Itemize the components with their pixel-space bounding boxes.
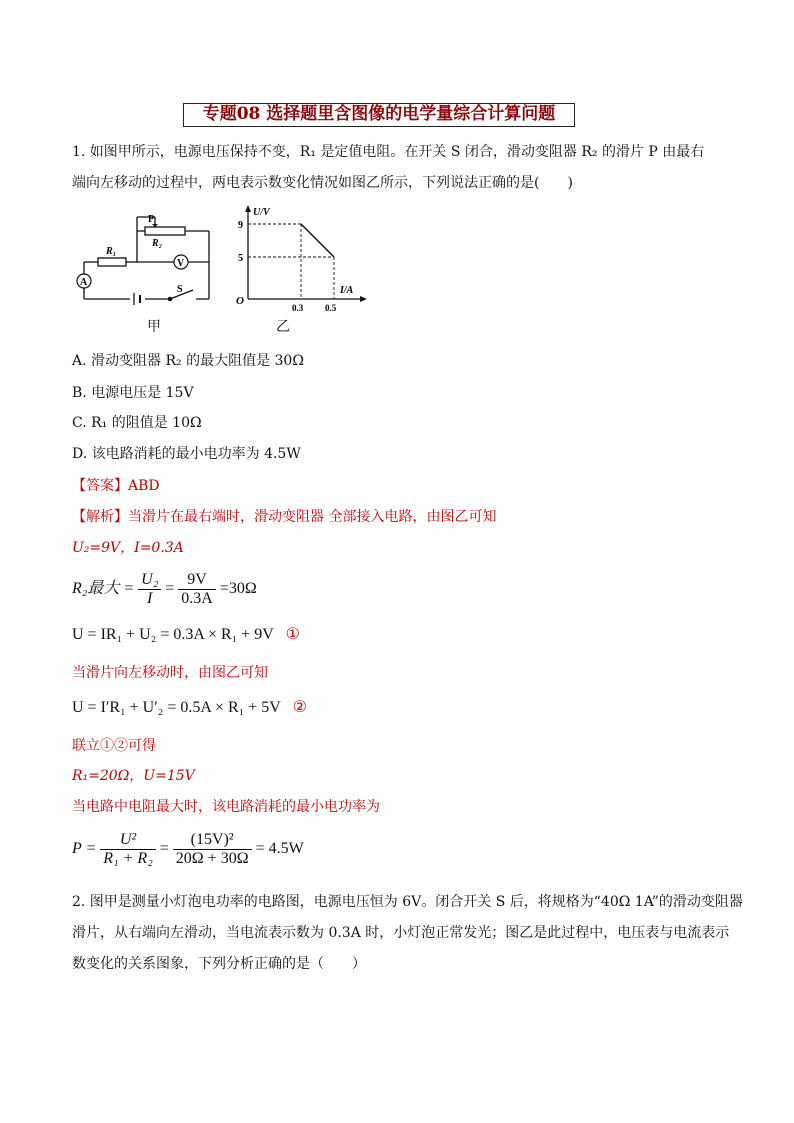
- page-title: 专题08 选择题里含图像的电学量综合计算问题: [183, 103, 575, 127]
- circuit-diagram: [70, 205, 220, 310]
- eq4-fraction-2: [173, 831, 252, 868]
- origin-label: O: [236, 295, 244, 307]
- ammeter-label: A: [80, 277, 88, 288]
- eq3-text: U = I′R₁ + U′₂ = 0.5A × R₁ + 5V: [72, 699, 281, 716]
- eq1-rhs: =30Ω: [219, 580, 257, 598]
- figure-right-caption: 乙: [276, 319, 290, 335]
- equation-power: P = $\frac{\text{U²}}{\text{R₁ + R₂}}$ = $\frac{\text{(15V)²}}{20\Omega + 30\Omega}$ = 4.5W: [72, 831, 304, 867]
- q2-stem-line3: 数变化的关系图象，下列分析正确的是（ ）: [72, 956, 366, 972]
- analysis-line1: [72, 508, 496, 526]
- q2-stem-line2: 滑片，从右端向左滑动，当电流表示数为 0.3A 时，小灯泡正常发光；图乙是此过程中，电压表与电流表示: [72, 925, 730, 941]
- r1-label: R₁: [106, 246, 117, 257]
- option-a: A. 滑动变阻器 R₂ 的最大阻值是 30Ω: [72, 353, 304, 369]
- eq1-lhs: R₂最大 =: [72, 580, 139, 598]
- eq4-numerator: U²: [100, 831, 155, 850]
- u-i-graph: [228, 200, 368, 316]
- switch-label: S: [177, 284, 183, 295]
- x-tick-0.5: 0.5: [325, 303, 337, 313]
- eq4-numerator-2: (15V)²: [173, 831, 252, 850]
- result-text: R₁=20Ω，U=15V: [72, 768, 195, 784]
- eq4-rhs: = 4.5W: [255, 840, 304, 858]
- option-c: C. R₁ 的阻值是 10Ω: [72, 415, 202, 431]
- q1-stem-line1: 1. 如图甲所示，电源电压保持不变，R₁ 是定值电阻。在开关 S 闭合，滑动变阻器 R₂ 的滑片 P 由最右: [72, 144, 705, 160]
- slide-left-text: 当滑片向左移动时，由图乙可知: [72, 665, 268, 681]
- eq1-numerator-2: 9V: [178, 571, 216, 590]
- max-resistance-text: 当电路中电阻最大时，该电路消耗的最小电功率为: [72, 799, 380, 815]
- eq4-fraction: [100, 831, 155, 868]
- r2-label: R₂: [152, 238, 163, 249]
- eq3-mark: ②: [292, 699, 307, 716]
- analysis-text: 当滑片在最右端时，滑动变阻器 全部接入电路，由图乙可知: [128, 509, 497, 525]
- eq1-fraction-2: [178, 571, 216, 608]
- slider-label: P: [148, 214, 155, 225]
- equation-r2-max: R₂最大 = $\frac{\text{U₂}}{I}$ = $\frac{9V}{0.3A}$ =30Ω: [72, 571, 257, 607]
- figure-left-caption: 甲: [147, 319, 161, 335]
- eq4-denominator-2: 20Ω + 30Ω: [175, 850, 249, 867]
- voltmeter-label: V: [177, 258, 185, 269]
- eq1-numerator: U₂: [138, 571, 161, 590]
- y-tick-9: 9: [238, 220, 243, 231]
- combine-text: 联立①②可得: [72, 738, 156, 754]
- q2-stem-line1: 2. 图甲是测量小灯泡电功率的电路图，电源电压恒为 6V。闭合开关 S 后，将规格为“40Ω 1A”的滑动变阻器: [72, 894, 743, 910]
- equation-1: [72, 624, 300, 644]
- x-axis-label: I/A: [340, 285, 354, 296]
- eq1-denominator: I: [147, 590, 153, 607]
- eq2-text: U = IR₁ + U₂ = 0.3A × R₁ + 9V: [72, 626, 274, 643]
- graph-line: [301, 224, 334, 257]
- y-tick-5: 5: [238, 253, 243, 264]
- answer: 【答案】ABD: [72, 478, 160, 494]
- y-axis-label: U/V: [253, 207, 270, 218]
- option-b: B. 电源电压是 15V: [72, 385, 194, 401]
- eq1-denominator-2: 0.3A: [181, 590, 213, 607]
- q1-stem-line2: 端向左移动的过程中，两电表示数变化情况如图乙所示，下列说法正确的是( ): [72, 175, 573, 191]
- eq4-lhs: P =: [72, 840, 101, 858]
- eq2-mark: ①: [285, 626, 300, 643]
- given-values: U₂=9V，I=0.3A: [72, 540, 184, 556]
- analysis-label: 【解析】: [72, 509, 128, 525]
- option-d: D. 该电路消耗的最小电功率为 4.5W: [72, 446, 301, 462]
- eq1-fraction: [138, 571, 161, 608]
- equation-2: [72, 697, 307, 717]
- x-tick-0.3: 0.3: [292, 303, 304, 313]
- eq4-denominator: R₁ + R₂: [103, 850, 153, 867]
